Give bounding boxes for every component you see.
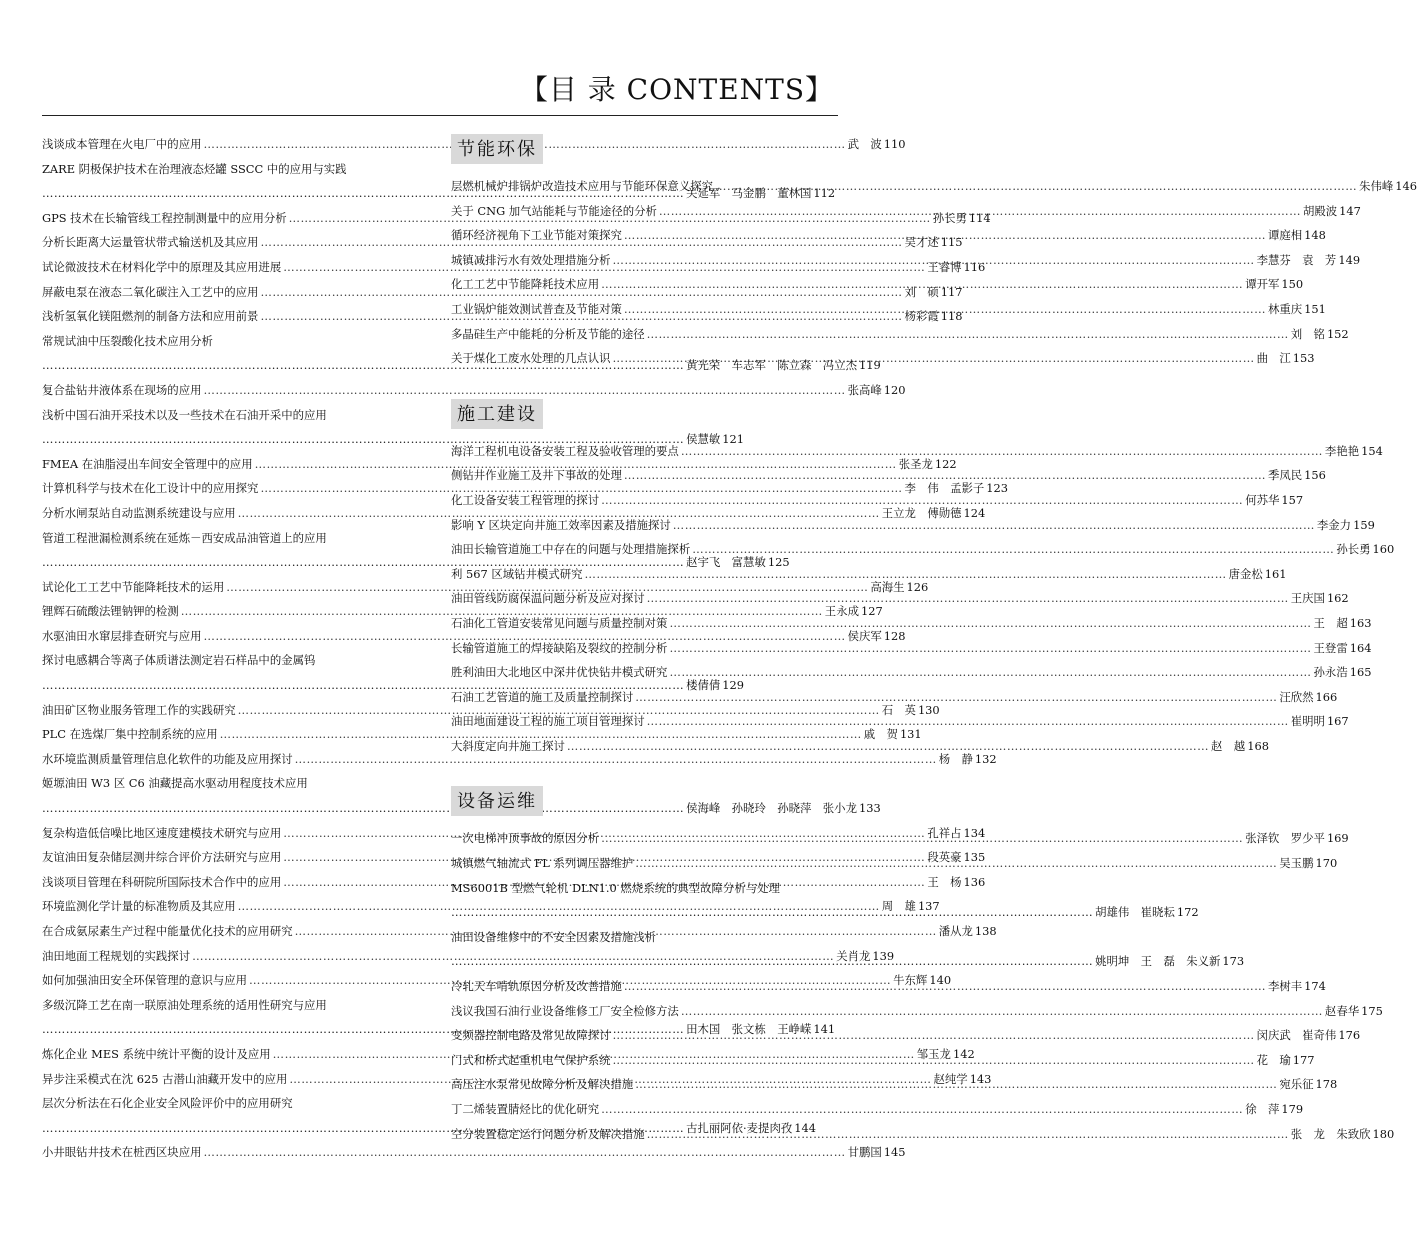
toc-entry-title: 影响 Y 区块定向井施工效率因素及措施探讨 bbox=[451, 517, 671, 532]
section-heading: 施工建设 bbox=[451, 399, 543, 429]
toc-entry-title: 石油化工管道安装常见问题与质量控制对策 bbox=[451, 615, 668, 630]
toc-entry-page: 124 bbox=[963, 505, 986, 520]
toc-entry-authors: 杨彩霞 bbox=[904, 309, 939, 324]
toc-entry-title[interactable]: 层次分析法在石化企业安全风险评价中的应用研究 bbox=[42, 1096, 293, 1111]
toc-entry-title: 炼化企业 MES 系统中统计平衡的设计及应用 bbox=[42, 1046, 271, 1061]
header-rule bbox=[42, 115, 838, 116]
toc-entry-title: 如何加强油田安全环保管理的意识与应用 bbox=[42, 973, 248, 988]
toc-entry-title: 门式和桥式起重机电气保护系统 bbox=[451, 1052, 611, 1067]
toc-entry-title: 化工设备安装工程管理的探讨 bbox=[451, 492, 600, 507]
toc-entry-page: 127 bbox=[860, 604, 883, 619]
toc-entry-authors: 赵春华 bbox=[1324, 1003, 1360, 1018]
toc-entry-authors: 张高峰 bbox=[847, 382, 882, 397]
toc-entry-title: 油田管线防腐保温问题分析及应对探讨 bbox=[451, 591, 645, 606]
dot-leader bbox=[647, 1122, 1289, 1147]
toc-entry[interactable] bbox=[451, 1023, 1361, 1048]
toc-entry-authors: 胡雄伟 崔晓耘 bbox=[1095, 905, 1175, 920]
toc-entry[interactable] bbox=[451, 537, 1395, 562]
toc-entry-title: 层燃机械炉排锅炉改造技术应用与节能环保意义探究 bbox=[451, 179, 713, 193]
toc-entry-authors: 季凤民 bbox=[1267, 468, 1303, 483]
toc-entry-authors: 侯海峰 孙晓玲 孙晓萍 张小龙 bbox=[686, 801, 857, 816]
toc-entry-authors: 王立龙 傅勋德 bbox=[881, 505, 962, 520]
toc-entry-title: 化工工艺中节能降耗技术应用 bbox=[451, 277, 600, 292]
toc-entry[interactable] bbox=[42, 378, 906, 403]
toc-entry-title: 浅议我国石油行业设备维修工厂安全检修方法 bbox=[451, 1003, 679, 1018]
toc-entry[interactable] bbox=[451, 513, 1375, 538]
toc-entry-title: 在合成氨尿素生产过程中能量优化技术的应用研究 bbox=[42, 924, 293, 938]
toc-entry-authors: 杨 静 bbox=[938, 751, 973, 766]
toc-entry-authors: 王登雷 bbox=[1313, 640, 1348, 655]
toc-entry-page: 139 bbox=[872, 948, 895, 963]
toc-entry-authors: 戚 贺 bbox=[863, 727, 898, 742]
toc-entry-authors: 花 瑜 bbox=[1256, 1052, 1291, 1067]
dot-leader bbox=[669, 611, 1311, 636]
toc-entry-page: 167 bbox=[1326, 714, 1349, 729]
toc-entry-title: 试论化工工艺中节能降耗技术的运用 bbox=[42, 579, 225, 594]
toc-entry-page: 147 bbox=[1339, 203, 1361, 218]
toc-entry-title: 工业锅炉能效测试普查及节能对策 bbox=[451, 301, 622, 316]
toc-entry-authors: 赵纯学 bbox=[933, 1071, 968, 1086]
toc-entry-title: 小井眼钻井技术在桩西区块应用 bbox=[42, 1145, 202, 1160]
toc-entry-authors: 张泽钦 罗少平 bbox=[1245, 831, 1325, 846]
toc-entry-title: 变频器控制电路及常见故障探讨 bbox=[451, 1028, 611, 1043]
toc-entry-title: 异步注采模式在沈 625 古潜山油藏开发中的应用 bbox=[42, 1071, 288, 1086]
toc-entry[interactable] bbox=[451, 174, 1417, 199]
toc-entry-authors: 牛东辉 bbox=[893, 973, 928, 988]
section-heading: 节能环保 bbox=[451, 134, 543, 164]
toc-entry-title: 浅析氢氧化镁阻燃剂的制备方法和应用前景 bbox=[42, 309, 259, 324]
dot-leader bbox=[635, 851, 1277, 876]
toc-entry-page: 174 bbox=[1304, 979, 1326, 994]
toc-entry-title: GPS 技术在长输管线工程控制测量中的应用分析 bbox=[42, 210, 287, 225]
toc-entry-authors: 谭庭相 bbox=[1267, 228, 1303, 243]
toc-entry-authors: 潘从龙 bbox=[938, 924, 973, 938]
toc-entry-authors: 黄光荣 车志军 陈立森 冯立杰 bbox=[686, 358, 857, 373]
dot-leader bbox=[681, 439, 1323, 464]
toc-entry-title: PLC 在选煤厂集中控制系统的应用 bbox=[42, 727, 218, 742]
toc-entry-page: 110 bbox=[883, 137, 906, 151]
toc-entry-title: 循环经济视角下工业节能对策探究 bbox=[451, 228, 622, 243]
dot-leader bbox=[647, 586, 1289, 611]
toc-entry-page: 135 bbox=[963, 850, 986, 865]
toc-entry-authors: 王 超 bbox=[1313, 615, 1348, 630]
toc-entry-authors: 汪欣然 bbox=[1279, 689, 1314, 704]
toc-entry-title: 分析水闸泵站自动监测系统建设与应用 bbox=[42, 505, 236, 520]
dot-leader bbox=[624, 223, 1266, 248]
toc-entry-authors: 关延军 马金鹏 董林国 bbox=[686, 186, 812, 201]
toc-entry-page: 166 bbox=[1315, 689, 1338, 704]
toc-entry-page: 180 bbox=[1372, 1126, 1395, 1141]
toc-entry-title: 分析长距离大运量管状带式输送机及其应用 bbox=[42, 235, 259, 250]
toc-entry-authors: 唐金松 bbox=[1228, 566, 1263, 581]
toc-entry-title: 城镇燃气轴流式 FL 系列调压器维护 bbox=[451, 856, 634, 871]
toc-entry-authors: 胡殿波 bbox=[1302, 203, 1338, 218]
toc-entry-title: 利 567 区域钻井模式研究 bbox=[451, 566, 583, 581]
toc-entry-page: 136 bbox=[963, 874, 986, 889]
toc-entry-title[interactable]: 姬塬油田 W3 区 C6 油藏提高水驱动用程度技术应用 bbox=[42, 776, 308, 791]
toc-entry-authors: 闵庆武 崔奇伟 bbox=[1256, 1028, 1337, 1043]
toc-entry-title[interactable]: 油田设备维修中的不安全因素及措施浅析 bbox=[451, 929, 657, 944]
toc-entry-page: 143 bbox=[969, 1071, 992, 1086]
toc-entry-page: 172 bbox=[1176, 905, 1199, 920]
dot-leader bbox=[669, 636, 1311, 661]
toc-entry-page: 137 bbox=[917, 899, 940, 914]
dot-leader bbox=[601, 1097, 1243, 1122]
toc-entry-page: 146 bbox=[1395, 179, 1417, 193]
toc-entry-title: 屏蔽电泵在液态二氧化碳注入工艺中的应用 bbox=[42, 284, 259, 299]
toc-entry-title: 关于煤化工废水处理的几点认识 bbox=[451, 351, 611, 366]
toc-entry-page: 170 bbox=[1315, 856, 1338, 871]
toc-entry-page: 123 bbox=[986, 481, 1009, 496]
toc-entry-page: 168 bbox=[1247, 738, 1269, 753]
toc-entry-title: 计算机科学与技术在化工设计中的应用探究 bbox=[42, 481, 259, 496]
toc-entry-page: 126 bbox=[906, 579, 929, 594]
toc-entry-title: 浅谈项目管理在科研院所国际技术合作中的应用 bbox=[42, 874, 282, 889]
toc-entry-page: 176 bbox=[1338, 1028, 1361, 1043]
dot-leader bbox=[715, 174, 1357, 199]
dot-leader bbox=[451, 900, 1093, 925]
toc-entry[interactable] bbox=[451, 636, 1372, 661]
toc-entry-authors: 姚明坤 王 磊 朱义新 bbox=[1095, 954, 1221, 969]
toc-entry-page: 117 bbox=[940, 284, 963, 299]
toc-entry-page: 165 bbox=[1349, 665, 1372, 680]
toc-entry-page: 133 bbox=[858, 801, 881, 816]
toc-entry-title: 油田地面工程规划的实践探讨 bbox=[42, 948, 191, 963]
dot-leader bbox=[585, 562, 1227, 587]
toc-entry-page: 149 bbox=[1338, 252, 1361, 267]
toc-entry-page: 175 bbox=[1361, 1003, 1383, 1018]
toc-entry-authors: 邹玉龙 bbox=[916, 1046, 951, 1061]
toc-entry-authors: 赵宇飞 富慧敏 bbox=[686, 555, 766, 570]
toc-entry-page: 115 bbox=[940, 235, 963, 250]
toc-entry-page: 119 bbox=[858, 358, 881, 373]
toc-entry-authors: 孔祥占 bbox=[927, 825, 962, 840]
dot-leader bbox=[601, 488, 1243, 513]
toc-entry-authors: 李金力 bbox=[1316, 517, 1352, 532]
dot-leader bbox=[451, 949, 1093, 974]
toc-entry-authors: 古扎丽阿依·麦提肉孜 bbox=[686, 1120, 793, 1135]
dot-leader bbox=[624, 297, 1266, 322]
toc-entry-page: 129 bbox=[722, 678, 745, 693]
toc-entry-page: 177 bbox=[1292, 1052, 1315, 1067]
toc-entry-authors: 田木国 张文栋 王峥嵘 bbox=[686, 1022, 812, 1037]
toc-entry-authors: 吴才述 bbox=[904, 235, 939, 250]
toc-entry-title[interactable]: MS6001B 型燃气轮机 DLN1.0 燃烧系统的典型故障分析与处理 bbox=[451, 880, 780, 895]
toc-entry-title: 侧钻井作业施工及井下事故的处理 bbox=[451, 468, 622, 483]
section-heading-wrap bbox=[451, 397, 838, 439]
toc-entry-page: 125 bbox=[767, 555, 790, 570]
toc-entry-page: 179 bbox=[1281, 1102, 1304, 1116]
toc-entry-title: 丁二烯装置腈烃比的优化研究 bbox=[451, 1102, 600, 1116]
toc-entry-title[interactable]: 探讨电感耦合等离子体质谱法测定岩石样品中的金属钨 bbox=[42, 653, 316, 668]
toc-entry-authors: 侯慧敏 bbox=[686, 432, 721, 447]
dot-leader bbox=[567, 734, 1209, 759]
dot-leader bbox=[612, 1048, 1254, 1073]
toc-entry[interactable] bbox=[42, 1140, 906, 1165]
toc-entry-page: 120 bbox=[883, 382, 906, 397]
toc-entry-authors: 曲 江 bbox=[1256, 351, 1291, 366]
dot-leader bbox=[624, 463, 1266, 488]
dot-leader bbox=[647, 709, 1289, 734]
toc-entry-page: 161 bbox=[1264, 566, 1287, 581]
toc-entry-authors: 宛乐征 bbox=[1279, 1077, 1314, 1092]
dot-leader bbox=[612, 346, 1254, 371]
toc-entry-authors: 楼倩倩 bbox=[686, 678, 721, 693]
toc-entry-page: 128 bbox=[883, 628, 906, 643]
toc-entry-title: 关于 CNG 加气站能耗与节能途径的分析 bbox=[451, 203, 657, 218]
toc-entry-authors: 徐 萍 bbox=[1245, 1102, 1280, 1116]
toc-entry-authors: 李艳艳 bbox=[1324, 443, 1360, 458]
toc-entry-title[interactable]: 浅析中国石油开采技术以及一些技术在石油开采中的应用 bbox=[42, 407, 327, 422]
toc-entry-title: 友谊油田复杂储层测井综合评价方法研究与应用 bbox=[42, 850, 282, 865]
toc-entry-title: 油田矿区物业服务管理工作的实践研究 bbox=[42, 702, 236, 717]
toc-entry-page: 116 bbox=[963, 259, 986, 274]
toc-entry-page: 152 bbox=[1326, 326, 1349, 341]
toc-entry[interactable] bbox=[451, 1097, 1304, 1122]
toc-entry-authors: 王 杨 bbox=[927, 874, 962, 889]
toc-entry-title: 石油工艺管道的施工及质量控制探讨 bbox=[451, 689, 634, 704]
toc-entry-page: 151 bbox=[1304, 301, 1326, 316]
toc-entry-authors: 李慧芬 袁 芳 bbox=[1256, 252, 1337, 267]
toc-entry[interactable] bbox=[451, 660, 1372, 685]
toc-entry-authors: 孙长勇 bbox=[1336, 542, 1371, 557]
toc-entry-page: 140 bbox=[929, 973, 952, 988]
toc-entry-page: 132 bbox=[974, 751, 997, 766]
toc-entry-page: 141 bbox=[813, 1022, 836, 1037]
dot-leader bbox=[647, 322, 1289, 347]
toc-entry-authors: 何苏华 bbox=[1245, 492, 1280, 507]
section-heading-wrap bbox=[451, 132, 838, 174]
toc-entry-page: 163 bbox=[1349, 615, 1372, 630]
toc-entry-page: 160 bbox=[1372, 542, 1395, 557]
toc-entry-authors: 石 英 bbox=[881, 702, 916, 717]
toc-entry-title: 油田长输管道施工中存在的问题与处理措施探析 bbox=[451, 542, 691, 557]
toc-entry-authors: 谭开军 bbox=[1245, 277, 1280, 292]
toc-entry-title: 一次电梯冲顶事故的原因分析 bbox=[451, 831, 600, 846]
toc-entry-authors: 吴玉鹏 bbox=[1279, 856, 1314, 871]
toc-entry-title: 海洋工程机电设备安装工程及验收管理的要点 bbox=[451, 443, 679, 458]
toc-entry-authors: 武 波 bbox=[847, 137, 882, 151]
toc-entry-title: FMEA 在油脂浸出车间安全管理中的应用 bbox=[42, 456, 253, 471]
toc-entry-authors: 张圣龙 bbox=[898, 456, 933, 471]
toc-entry-authors: 李树丰 bbox=[1267, 979, 1303, 994]
toc-entry-page: 145 bbox=[883, 1145, 906, 1160]
toc-entry-title: 复杂构造低信噪比地区速度建模技术研究与应用 bbox=[42, 825, 282, 840]
toc-entry-title: 锂辉石硫酸法锂钠钾的检测 bbox=[42, 604, 179, 619]
toc-entry[interactable] bbox=[42, 747, 997, 772]
toc-entry-title: 油田地面建设工程的施工项目管理探讨 bbox=[451, 714, 645, 729]
toc-entry-authors: 刘 铭 bbox=[1290, 326, 1325, 341]
dot-leader bbox=[681, 999, 1323, 1024]
toc-entry-authors: 赵 越 bbox=[1211, 738, 1246, 753]
section-gap bbox=[451, 371, 838, 397]
section-heading: 设备运维 bbox=[451, 786, 543, 816]
toc-entry-page: 142 bbox=[952, 1046, 975, 1061]
toc-entry-title[interactable]: ZARE 阴极保护技术在治理液态烃罐 SSCC 中的应用与实践 bbox=[42, 161, 347, 176]
toc-entry-page: 138 bbox=[974, 924, 997, 938]
toc-entry[interactable] bbox=[42, 894, 940, 919]
dot-leader bbox=[669, 660, 1311, 685]
toc-entry-authors: 李 伟 孟影子 bbox=[904, 481, 985, 496]
toc-entry-page: 114 bbox=[968, 210, 991, 225]
toc-entry-page: 131 bbox=[899, 727, 922, 742]
toc-entry[interactable] bbox=[451, 1122, 1395, 1147]
toc-entry-title: 水环境监测质量管理信息化软件的功能及应用探讨 bbox=[42, 751, 293, 766]
toc-entry-authors: 张 龙 朱致欣 bbox=[1290, 1126, 1371, 1141]
toc-entry-authors: 王永成 bbox=[824, 604, 859, 619]
dot-leader bbox=[612, 1023, 1254, 1048]
dot-leader bbox=[601, 272, 1243, 297]
toc-entry-page: 144 bbox=[794, 1120, 816, 1135]
toc-entry-page: 164 bbox=[1349, 640, 1372, 655]
dot-leader bbox=[659, 199, 1301, 224]
toc-entry-title: 复合盐钻井液体系在现场的应用 bbox=[42, 382, 202, 397]
toc-entry-authors: 甘鹏国 bbox=[847, 1145, 882, 1160]
toc-entry-page: 178 bbox=[1315, 1077, 1338, 1092]
toc-entry-authors: 段英豪 bbox=[927, 850, 962, 865]
toc-entry-authors: 周 雄 bbox=[881, 899, 916, 914]
toc-entry-title: 水驱油田水窜层排查研究与应用 bbox=[42, 628, 202, 643]
dot-leader bbox=[635, 1072, 1277, 1097]
toc-entry-page: 153 bbox=[1292, 351, 1315, 366]
toc-entry-authors: 王庆国 bbox=[1290, 591, 1325, 606]
section-heading-wrap bbox=[451, 784, 838, 826]
toc-entry[interactable] bbox=[451, 322, 1349, 347]
toc-entry-page: 130 bbox=[917, 702, 940, 717]
toc-entry-page: 134 bbox=[963, 825, 986, 840]
toc-entry-title[interactable]: 常规试油中压裂酸化技术应用分析 bbox=[42, 333, 213, 348]
toc-entry-page: 157 bbox=[1281, 492, 1304, 507]
toc-entry-page: 162 bbox=[1326, 591, 1349, 606]
toc-entry-title[interactable]: 多级沉降工艺在南一联原油处理系统的适用性研究与应用 bbox=[42, 997, 327, 1012]
toc-entry[interactable] bbox=[451, 999, 1383, 1024]
toc-entry-page: 169 bbox=[1326, 831, 1349, 846]
toc-entry-title: 胜利油田大北地区中深井优快钻井模式研究 bbox=[451, 665, 668, 680]
toc-entry-page: 121 bbox=[722, 432, 745, 447]
toc-entry[interactable] bbox=[42, 944, 895, 969]
toc-entry-page: 118 bbox=[940, 309, 963, 324]
toc-entry-page: 156 bbox=[1304, 468, 1326, 483]
dot-leader bbox=[612, 248, 1254, 273]
toc-entry-authors: 孙长勇 bbox=[932, 210, 967, 225]
toc-entry-title[interactable]: 管道工程泄漏检测系统在延炼－西安成品油管道上的应用 bbox=[42, 530, 327, 545]
dot-leader bbox=[624, 974, 1266, 999]
toc-entry-authors: 林重庆 bbox=[1267, 301, 1303, 316]
toc-entry-page: 154 bbox=[1361, 443, 1383, 458]
toc-entry-authors: 高海生 bbox=[870, 579, 905, 594]
toc-entry-title: 浅谈成本管理在火电厂中的应用 bbox=[42, 137, 202, 151]
toc-entry-title: 环境监测化学计量的标准物质及其应用 bbox=[42, 899, 236, 914]
toc-entry-authors: 朱伟峰 bbox=[1359, 179, 1394, 193]
toc-entry-title: 空分装置稳定运行问题分析及解决措施 bbox=[451, 1126, 645, 1141]
toc-entry-page: 122 bbox=[934, 456, 957, 471]
toc-entry-page: 112 bbox=[813, 186, 836, 201]
dot-leader bbox=[692, 537, 1334, 562]
toc-entry-page: 148 bbox=[1304, 228, 1326, 243]
section-gap bbox=[451, 758, 838, 784]
toc-entry-authors: 崔明明 bbox=[1290, 714, 1325, 729]
toc-entry-authors: 侯庆军 bbox=[847, 628, 882, 643]
toc-entry-authors: 王睿博 bbox=[927, 259, 962, 274]
dot-leader bbox=[673, 513, 1315, 538]
toc-entry-title: 城镇减排污水有效处理措施分析 bbox=[451, 252, 611, 267]
toc-entry-page: 159 bbox=[1353, 517, 1375, 532]
toc-entry-title: 试论微波技术在材料化学中的原理及其应用进展 bbox=[42, 259, 282, 274]
toc-entry-title: 多晶硅生产中能耗的分析及节能的途径 bbox=[451, 326, 645, 341]
toc-entry-page: 173 bbox=[1222, 954, 1245, 969]
toc-entry-title: 长输管道施工的焊接缺陷及裂纹的控制分析 bbox=[451, 640, 668, 655]
toc-entry-title: 大斜度定向井施工探讨 bbox=[451, 738, 565, 753]
toc-entry-authors: 刘 硕 bbox=[904, 284, 939, 299]
contents-header: 【目 录 CONTENTS】 bbox=[519, 73, 834, 106]
toc-entry-page: 150 bbox=[1281, 277, 1304, 292]
toc-entry-title: 冷轧天车啃轨原因分析及改善措施 bbox=[451, 979, 622, 994]
toc-entry-authors: 关肖龙 bbox=[836, 948, 871, 963]
dot-leader bbox=[635, 685, 1277, 710]
toc-entry-title: 高压注水泵常见故障分析及解决措施 bbox=[451, 1077, 634, 1092]
dot-leader bbox=[601, 826, 1243, 851]
toc-entry-authors: 孙永浩 bbox=[1313, 665, 1348, 680]
